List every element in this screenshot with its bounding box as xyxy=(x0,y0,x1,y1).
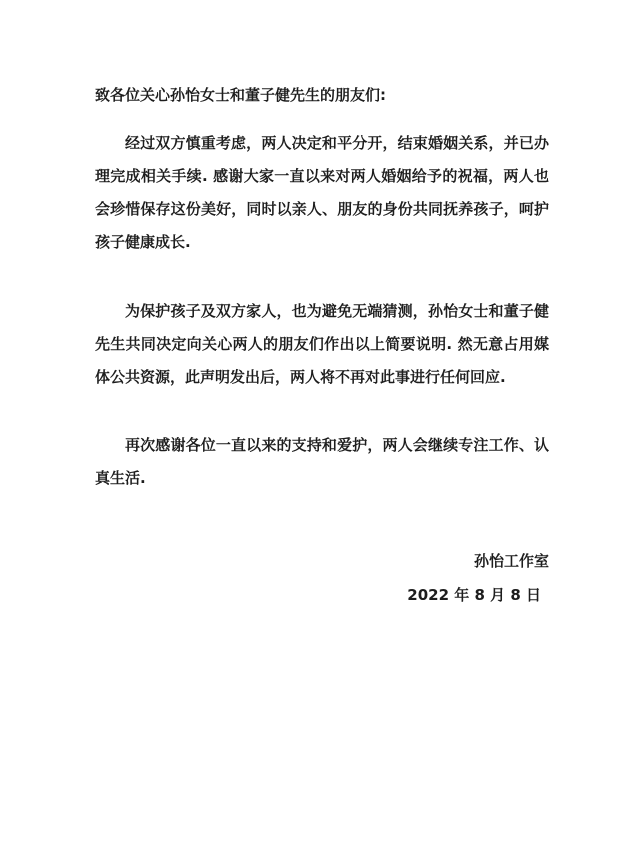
paragraph-line: 孩子健康成长. xyxy=(95,233,191,251)
paragraph-line: 会珍惜保存这份美好，同时以亲人、朋友的身份共同抚养孩子，呵护 xyxy=(95,200,549,218)
paragraph-3 xyxy=(95,429,549,495)
salutation-block xyxy=(95,79,549,112)
date-line: 2022 年 8 月 8 日 xyxy=(407,586,541,604)
paragraph-1 xyxy=(95,127,549,259)
paragraph-2 xyxy=(95,295,549,394)
paragraph-line: 体公共资源，此声明发出后，两人将不再对此事进行任何回应. xyxy=(95,368,506,386)
paragraph-line: 先生共同决定向关心两人的朋友们作出以上简要说明. 然无意占用媒 xyxy=(95,335,549,353)
paragraph-line: 再次感谢各位一直以来的支持和爱护，两人会继续专注工作、认 xyxy=(125,436,549,454)
signature: 孙怡工作室 xyxy=(473,552,549,570)
paragraph-line: 经过双方慎重考虑，两人决定和平分开，结束婚姻关系，并已办 xyxy=(125,134,549,152)
paragraph-line: 真生活. xyxy=(95,469,146,487)
salutation-line: 致各位关心孙怡女士和董子健先生的朋友们: xyxy=(95,86,387,104)
paragraph-line: 为保护孩子及双方家人，也为避免无端猜测，孙怡女士和董子健 xyxy=(125,302,549,320)
paragraph-line: 理完成相关手续. 感谢大家一直以来对两人婚姻给予的祝福，两人也 xyxy=(95,167,549,185)
